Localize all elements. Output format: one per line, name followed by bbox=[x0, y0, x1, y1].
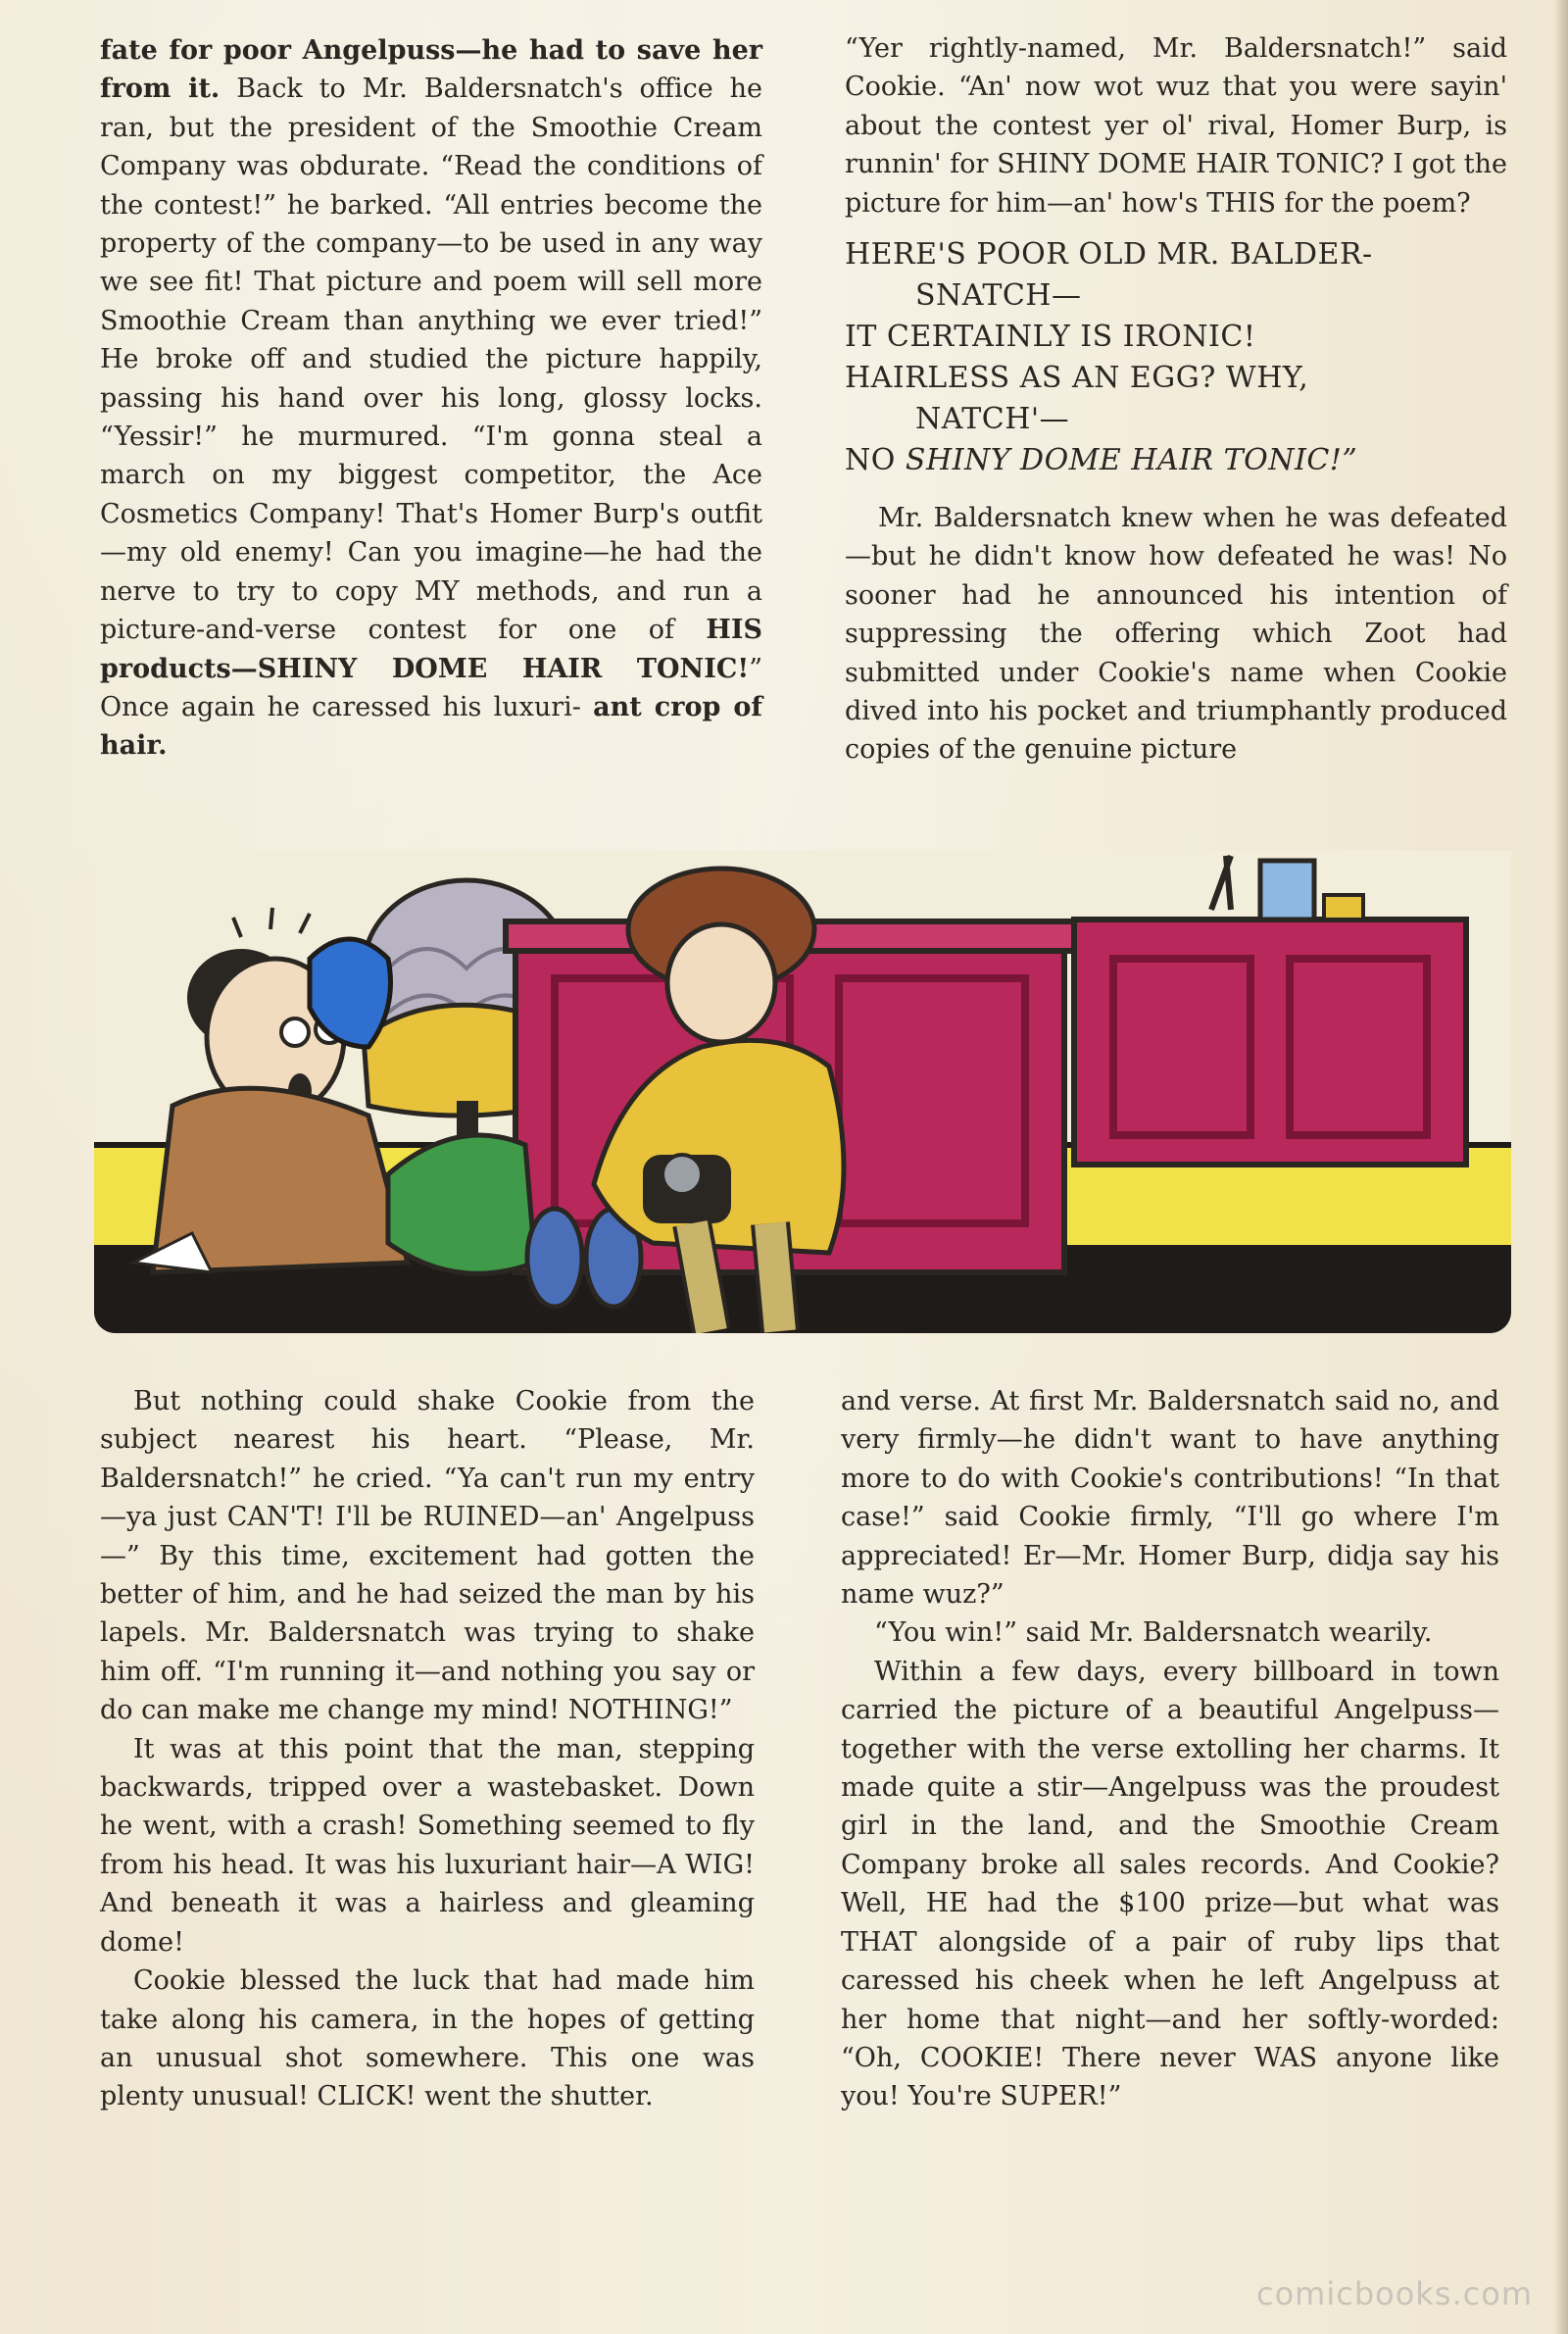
text-column-top-right bbox=[845, 29, 1507, 770]
paragraph: “Yer rightly-named, Mr. Baldersnatch!” said Cookie. “An' now wot wuz that you were sayin' about the contest yer ol' rival, Homer Burp, is runnin' for SHINY DOME HAIR TONIC? I got the picture for him—an' how's THIS for the poem? bbox=[845, 33, 1507, 219]
site-watermark: comicbooks.com bbox=[1255, 2275, 1533, 2312]
bold-lead-in: fate for poor Angelpuss—he had to save her from it. bbox=[100, 35, 762, 105]
paragraph: “You win!” said Mr. Baldersnatch wearily. bbox=[874, 1617, 1433, 1649]
verse-line: SNATCH— bbox=[915, 278, 1082, 314]
paragraph: But nothing could shake Cookie from the subject nearest his heart. “Please, Mr. Baldersnatch!” he cried. “Ya can't run my entry—ya just CAN'T! I'll be RUINED—an' Angelpuss—” By this time, excitement had gotten the better of him, and he had seized the man by his lapels. Mr. Baldersnatch was trying to shake him off. “I'm running it—and nothing you say or do can make me change my mind! NOTHING!” bbox=[100, 1386, 755, 1726]
poem-verse bbox=[845, 234, 1507, 481]
page-edge-shadow bbox=[1554, 0, 1568, 2334]
paragraph: and verse. At first Mr. Baldersnatch said no, and very firmly—he didn't want to have anything more to do with Cookie's contributions! “In that case!” said Cookie firmly, “I'll go where I'm appreciated! Er—Mr. Homer Burp, didja say his name wuz?” bbox=[841, 1386, 1499, 1611]
text-column-bottom-left bbox=[100, 1382, 755, 2116]
paragraph-text: Back to Mr. Baldersnatch's office he ran, but the president of the Smoothie Cream Company was obdurate. “Read the conditions of the contest!” he barked. “All entries become the property of the company—to be used in any way we see fit! That picture and poem will sell more Smoothie Cream than anything we ever tried!” He broke off and studied the picture happily, passing his hand over his long, glossy locks. “Yessir!” he murmured. “I'm gonna steal a march on my biggest competitor, the Ace Cosmetics Company! That's Homer Burp's outfit—my old enemy! Can you imagine—he had the nerve to try to copy MY methods, and run a picture-and-verse contest for one of bbox=[100, 74, 762, 646]
text-column-top-left bbox=[100, 31, 762, 766]
office-scene-illustration bbox=[94, 851, 1511, 1333]
paragraph: Within a few days, every billboard in town carried the picture of a beautiful Angelpuss—together with the verse extolling her charms. It made quite a stir—Angelpuss was the proudest girl in the land, and the Smoothie Cream Company broke all sales records. And Cookie? Well, HE had the $100 prize—but what was THAT alongside of a pair of ruby lips that caressed his cheek when he left Angelpuss at her home that night—and her softly-worded: “Oh, COOKIE! There never WAS anyone like you! You're SUPER!” bbox=[841, 1656, 1499, 2112]
paragraph: It was at this point that the man, stepping backwards, tripped over a wastebasket. Down he went, with a crash! Something seemed to fly from his head. It was his luxuriant hair—A WIG! And beneath it was a hairless and gleaming dome! bbox=[100, 1733, 755, 1958]
bold-phrase: HIS products—SHINY DOME HAIR TONIC! bbox=[100, 615, 762, 684]
paragraph: Cookie blessed the luck that had made him take along his camera, in the hopes of getting an unusual shot somewhere. This one was plenty unusual! CLICK! went the shutter. bbox=[100, 1965, 755, 2112]
verse-prefix: NO bbox=[845, 443, 906, 478]
comic-illustration bbox=[94, 851, 1511, 1333]
text-column-bottom-right bbox=[841, 1382, 1499, 2116]
wastebasket bbox=[388, 1135, 535, 1273]
verse-italic: SHINY DOME HAIR TONIC!” bbox=[905, 443, 1358, 478]
verse-line: NATCH'— bbox=[915, 402, 1070, 437]
verse-line: HAIRLESS AS AN EGG? WHY, bbox=[845, 361, 1309, 396]
paragraph: Mr. Baldersnatch knew when he was defeated—but he didn't know how defeated he was! No sooner had he announced his intention of suppressing the offering which Zoot had submitted under Cookie's name when Cookie dived into his pocket and triumphantly produced copies of the genuine picture bbox=[845, 503, 1507, 766]
verse-line: IT CERTAINLY IS IRONIC! bbox=[845, 320, 1256, 355]
paragraph-text: ” Once again he caressed his luxuri- bbox=[100, 653, 762, 722]
verse-line: HERE'S POOR OLD MR. BALDER- bbox=[845, 237, 1373, 273]
paragraph bbox=[100, 31, 762, 766]
verse-line bbox=[845, 440, 1507, 481]
bold-tail: ant crop of hair. bbox=[100, 691, 763, 762]
